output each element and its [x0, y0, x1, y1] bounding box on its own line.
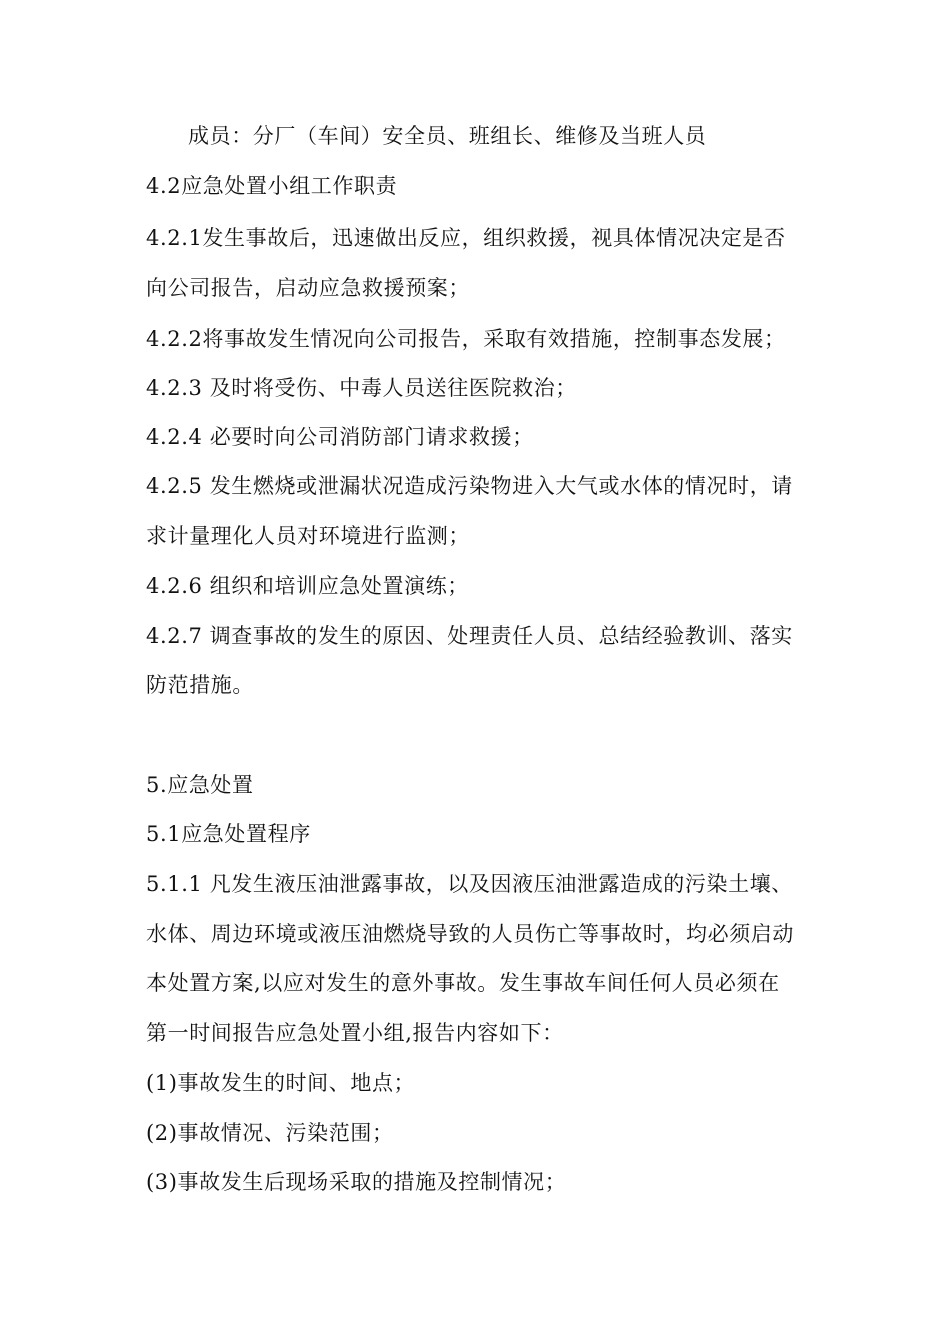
item-4-2-6: 4.2.6 组织和培训应急处置演练； — [146, 574, 469, 598]
report-item-2: (2)事故情况、污染范围； — [146, 1121, 394, 1145]
paragraph-5-1-1-line-1: 5.1.1 凡发生液压油泄露事故，以及因液压油泄露造成的污染土壤、 — [146, 872, 793, 896]
section-5-heading: 5.应急处置 — [146, 773, 254, 797]
report-item-3: (3)事故发生后现场采取的措施及控制情况； — [146, 1170, 567, 1194]
item-4-2-7-line-1: 4.2.7 调查事故的发生的原因、处理责任人员、总结经验教训、落实 — [146, 624, 793, 648]
item-4-2-1-line-2: 向公司报告，启动应急救援预案； — [146, 276, 470, 300]
item-4-2-5-line-1: 4.2.5 发生燃烧或泄漏状况造成污染物进入大气或水体的情况时，请 — [146, 474, 793, 498]
paragraph-5-1-1-line-3: 本处置方案,以应对发生的意外事故。发生事故车间任何人员必须在 — [146, 971, 780, 995]
paragraph-5-1-1-line-2: 水体、周边环境或液压油燃烧导致的人员伤亡等事故时，均必须启动 — [146, 922, 794, 946]
item-4-2-2: 4.2.2将事故发生情况向公司报告，采取有效措施，控制事态发展； — [146, 327, 786, 351]
item-4-2-7-line-2: 防范措施。 — [146, 673, 254, 697]
paragraph-5-1-1-line-4: 第一时间报告应急处置小组,报告内容如下： — [146, 1021, 564, 1045]
section-4-2-heading: 4.2应急处置小组工作职责 — [146, 174, 398, 198]
item-4-2-5-line-2: 求计量理化人员对环境进行监测； — [146, 524, 470, 548]
item-4-2-4: 4.2.4 必要时向公司消防部门请求救援； — [146, 425, 534, 449]
item-4-2-1-line-1: 4.2.1发生事故后，迅速做出反应，组织救援，视具体情况决定是否 — [146, 226, 786, 250]
item-4-2-3: 4.2.3 及时将受伤、中毒人员送往医院救治； — [146, 376, 577, 400]
section-5-1-heading: 5.1应急处置程序 — [146, 822, 311, 846]
members-line: 成员：分厂（车间）安全员、班组长、维修及当班人员 — [188, 124, 707, 148]
report-item-1: (1)事故发生的时间、地点； — [146, 1071, 416, 1095]
